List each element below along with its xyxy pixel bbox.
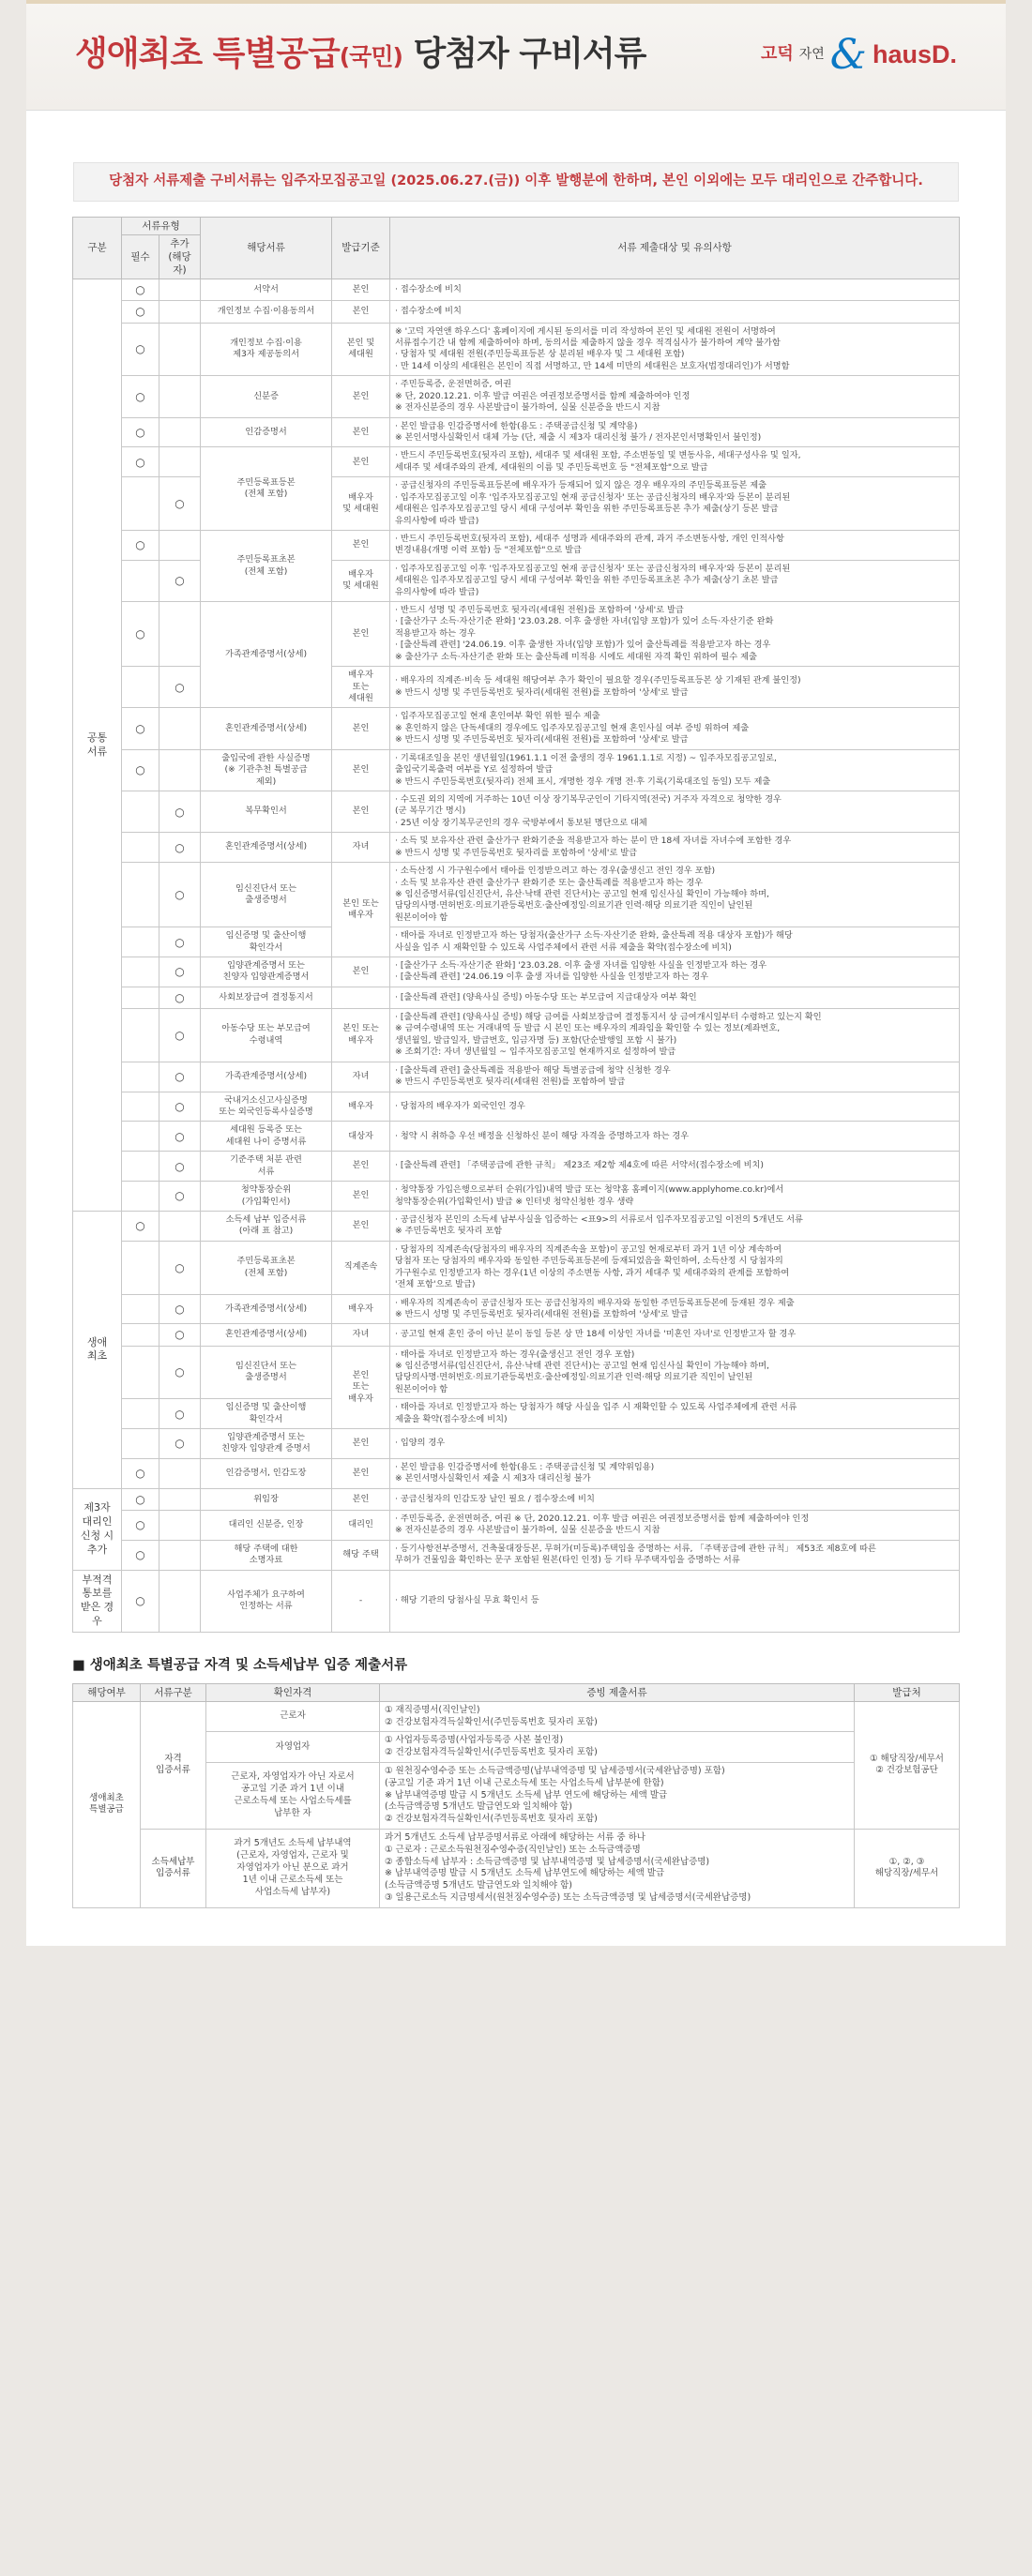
required-mark [122, 1324, 159, 1346]
header-doc: 해당서류 [201, 217, 332, 279]
table-row [73, 1062, 960, 1092]
issuer: 배우자 [332, 1294, 390, 1324]
table-row [73, 927, 960, 957]
table-row [73, 376, 960, 417]
document-name: 가족관계증명서(상세) [201, 602, 332, 708]
table-row [73, 1182, 960, 1212]
notes: · 반드시 주민등록번호(뒷자리 포함), 세대주 및 세대원 포함, 주소변동일 및 변동사유, 세대구성사유 및 일자, 세대주 및 세대주와의 관계, 세대원의 이름 및 주민등록번호 등 "전체포함"으로 발급 [390, 447, 960, 477]
table-row [73, 1122, 960, 1152]
issuer: 본인 [332, 417, 390, 447]
required-mark: ○ [122, 447, 159, 477]
table-row [73, 1458, 960, 1488]
table-row [73, 1152, 960, 1182]
document-name: 청약통장순위 (가입확인서) [201, 1182, 332, 1212]
document-name: 임신진단서 또는 출생증명서 [201, 1346, 332, 1399]
additional-mark: ○ [159, 1122, 201, 1152]
header-required: 필수 [122, 234, 159, 279]
notes: · 태아를 자녀로 인정받고자 하는 당첨자(출산가구 소득·자산기준 완화, 출산특례 적용 대상자 포함)가 해당 사실을 입주 시 재확인할 수 있도록 사업주체에서 관련 서류 제출을 확약(접수장소에 비치) [390, 927, 960, 957]
notes: · 공급신청자 본인의 소득세 납부사실을 입증하는 <표9>의 서류로서 입주자모집공고일 이전의 5개년도 서류 ※ 주민등록번호 뒷자리 포함 [390, 1211, 960, 1241]
additional-mark: ○ [159, 1062, 201, 1092]
t2-row [73, 1701, 960, 1732]
notes: · 입주자모집공고일 현재 혼인여부 확인 위한 필수 제출 ※ 혼인하지 않은 단독세대의 경우에도 입주자모집공고일 현재 혼인사실 여부 증빙 위하여 제출 ※ 반드시 성명 및 주민등록번호 뒷자리(세대원 전원)를 포함하여 '상세'로 발급 [390, 708, 960, 749]
income-table-wrap [72, 1683, 960, 1908]
issuer: 본인 [332, 1152, 390, 1182]
notes: · 해당 기관의 당첨사실 무효 확인서 등 [390, 1570, 960, 1632]
t2-header-issuer: 발급처 [855, 1683, 960, 1701]
table-row [73, 863, 960, 927]
additional-mark [159, 1540, 201, 1570]
required-mark: ○ [122, 376, 159, 417]
header-notes: 서류 제출대상 및 유의사항 [390, 217, 960, 279]
additional-mark: ○ [159, 987, 201, 1008]
group-cell: 제3자 대리인 신청 시 추가 [73, 1488, 122, 1570]
notes: · 본인 발급용 인감증명서에 한함(용도 : 주택공급신청 및 계약용) ※ 본인서명사실확인서 대체 가능 (단, 제출 시 제3자 대리신청 불가 / 전자본인서명확인서 불인정) [390, 417, 960, 447]
notes: · 기록대조일을 본인 생년월일(1961.1.1 이전 출생의 경우 1961.1.1로 지정) ~ 입주자모집공고일로, 출입국기록출력 여부를 Y로 설정하여 발급 ※ 반드시 주민등록번호(뒷자리) 전체 표시, 개명한 경우 개명 전·후 기록(기록대조일 동일) 모두 제출 [390, 749, 960, 791]
title-tail: 당첨자 구비서류 [402, 35, 646, 74]
document-name: 복무확인서 [201, 791, 332, 832]
additional-mark: ○ [159, 833, 201, 863]
required-mark: ○ [122, 1458, 159, 1488]
header-group: 구분 [73, 217, 122, 279]
notes: · 소득산정 시 가구원수에서 태아를 인정받으려고 하는 경우(출생신고 전인 경우 포함) · 소득 및 보유자산 관련 출산가구 완화기준 또는 출산특례를 적용받고자 하는 경우 ※ 임신증명서류(임신진단서, 유산·낙태 관련 진단서)는 공고일 현재 임신사실 확인이 가능해야 하며, 담당의사명·면허번호·의료기관등록번호·출산예정일·의료기관 인력·해당 의료기관 직인이 날인된 원본이어야 함 [390, 863, 960, 927]
additional-mark: ○ [159, 1346, 201, 1399]
document-name: 사업주체가 요구하여 인정하는 서류 [201, 1570, 332, 1632]
notes: · 배우자의 직계존속이 공급신청자 또는 공급신청자의 배우자와 동일한 주민등록표등본에 등재된 경우 제출 ※ 반드시 성명 및 주민등록번호 뒷자리(세대원 전원)를 포함하여 '상세'로 발급 [390, 1294, 960, 1324]
required-mark: ○ [122, 749, 159, 791]
t2-docs: ① 재직증명서(직인날인) ② 건강보험자격득실확인서(주민등록번호 뒷자리 포함) [380, 1701, 855, 1732]
additional-mark: ○ [159, 560, 201, 601]
notes: · 주민등록증, 운전면허증, 여권 ※ 단, 2020.12.21. 이후 발급 여권은 여권정보증명서를 함께 제출하여야 인정 ※ 전자신분증의 경우 사본발급이 불가하여, 실물 신분증을 반드시 지참 [390, 376, 960, 417]
additional-mark: ○ [159, 1294, 201, 1324]
page-title [75, 32, 645, 78]
t2-docs: ① 원천징수영수증 또는 소득금액증명(납부내역증명 및 납세증명서(국세완납증명) 포함) (공고일 기준 과거 1년 이내 근로소득세 또는 사업소득세 납부분에 한함) ※ 납부내역증명 발급 시 5개년도 소득세 납부 연도에 해당하는 세액 발급 (소득금액증명 5개년도 발급연도와 일치해야 함) ② 건강보험자격득실확인서(주민등록번호 뒷자리 포함) [380, 1762, 855, 1829]
table-row [73, 749, 960, 791]
issuer: 본인 [332, 1182, 390, 1212]
additional-mark [159, 376, 201, 417]
notes: · 입주자모집공고일 이후 '입주자모집공고일 현재 공급신청자' 또는 공급신청자의 배우자'와 등본이 분리된 세대원은 입주자모집공고일 당시 세대 구성여부 확인을 위한 주민등록표초본 추가 제출(상기 초본 발급 유의사항에 따라 발급) [390, 560, 960, 601]
notes: · 배우자의 직계존·비속 등 세대원 해당여부 추가 확인이 필요할 경우(주민등록표등본 상 기재된 관계 불인정) ※ 반드시 성명 및 주민등록번호 뒷자리(세대원 전원)를 포함하여 '상세'로 발급 [390, 667, 960, 708]
required-mark: ○ [122, 417, 159, 447]
additional-mark: ○ [159, 667, 201, 708]
additional-mark [159, 602, 201, 667]
additional-mark: ○ [159, 1399, 201, 1429]
document-name: 혼인관계증명서(상세) [201, 708, 332, 749]
notes: · [출산특례 관련] (양육사실 증빙) 해당 금여를 사회보장급여 결정통지서 상 금여개시일부터 수령하고 있는지 확인 ※ 금여수령내역 또는 거래내역 등 발급 시 본인 또는 배우자의 계좌임을 확인할 수 있는 정보(계좌번호, 생년월일, 발급일자, 발급번호, 입금자명 등) 포함(단순발행일 포함 시 불가) ※ 조회기간: 자녀 생년월일 ~ 입주자모집공고일 현재까지로 설정하여 발급 [390, 1009, 960, 1062]
required-mark: ○ [122, 1570, 159, 1632]
table-row [73, 447, 960, 477]
table-row [73, 1570, 960, 1632]
document-name: 기준주택 처분 관련 서류 [201, 1152, 332, 1182]
additional-mark [159, 749, 201, 791]
notes: · [출산특례 관련] 「주택공급에 관한 규칙」 제23조 제2항 제4호에 따른 서약서(접수장소에 비치) [390, 1152, 960, 1182]
issuer: 본인 [332, 279, 390, 301]
document-name: 서약서 [201, 279, 332, 301]
document-name: 출입국에 관한 사실증명 (※ 기관추천 특별공급 제외) [201, 749, 332, 791]
table-row [73, 1510, 960, 1540]
table-row [73, 1399, 960, 1429]
table-row [73, 708, 960, 749]
group-cell: 생애 최초 [73, 1211, 122, 1488]
additional-mark [159, 447, 201, 477]
table-row [73, 1294, 960, 1324]
document-name: 아동수당 또는 부모급여 수령내역 [201, 1009, 332, 1062]
document-name: 위임장 [201, 1488, 332, 1510]
header-issuer: 발급기준 [332, 217, 390, 279]
issuer: 본인 및 세대원 [332, 323, 390, 376]
additional-mark [159, 1488, 201, 1510]
document-name: 대리인 신분증, 인장 [201, 1510, 332, 1540]
required-mark: ○ [122, 602, 159, 667]
t2-row [73, 1732, 960, 1763]
notes: · 당첨자의 직계존속(당첨자의 배우자의 직계존속을 포함)이 공고일 현재로부터 과거 1년 이상 계속하여 당첨자 또는 당첨자의 배우자와 동일한 주민등록표등본에 등재되었음을 확인하여, 소득산정 시 당첨자의 가구원수로 인정받고자 하는 경우(1년 이상의 주소변동 사항, 과거 세대주 및 세대주와의 관계를 포함하여 '전체 포함'으로 발급) [390, 1241, 960, 1294]
table-row [73, 1211, 960, 1241]
document-name: 개인정보 수집·이용동의서 [201, 301, 332, 323]
table-row [73, 301, 960, 323]
t2-issuer-tax: ①, ②, ③ 해당직장/세무서 [855, 1830, 960, 1908]
additional-mark [159, 323, 201, 376]
additional-mark: ○ [159, 477, 201, 531]
required-mark [122, 957, 159, 987]
issuer: 본인 [332, 602, 390, 667]
issuer: 본인 [332, 957, 390, 987]
issuer: 배우자 [332, 1092, 390, 1122]
document-name: 세대원 등록증 또는 세대원 나이 증명서류 [201, 1122, 332, 1152]
additional-mark [159, 1570, 201, 1632]
t2-target: 근로자, 자영업자가 아닌 자로서 공고일 기준 과거 1년 이내 근로소득세 또는 사업소득세를 납부한 자 [206, 1762, 380, 1829]
table-row [73, 1429, 960, 1459]
required-mark [122, 987, 159, 1008]
document-name: 주민등록표초본 (전체 포함) [201, 530, 332, 601]
t2-target: 자영업자 [206, 1732, 380, 1763]
header-additional: 추가 (해당자) [159, 234, 201, 279]
table-row [73, 323, 960, 376]
required-mark [122, 1399, 159, 1429]
required-mark: ○ [122, 279, 159, 301]
required-mark: ○ [122, 530, 159, 560]
notes: · 공급신청자의 주민등록표등본에 배우자가 등재되어 있지 않은 경우 배우자의 주민등록표등본 제출 · 입주자모집공고일 이후 '입주자모집공고일 현재 공급신청자' 또는 공급신청자의 배우자'와 등본이 분리된 세대원은 입주자모집공고일 당시 세대 구성여부 확인을 위한 주민등록표등본 추가 제출(상기 등본 발급 유의사항에 따라 발급) [390, 477, 960, 531]
notes: · 청약 시 취하층 우선 배정을 신청하신 분이 해당 자격을 증명하고자 하는 경우 [390, 1122, 960, 1152]
required-documents-body [73, 279, 960, 1633]
document-name: 가족관계증명서(상세) [201, 1062, 332, 1092]
issuer: 본인 또는 배우자 [332, 1009, 390, 1062]
issuer: 자녀 [332, 1324, 390, 1346]
notes: · 태아를 자녀로 인정받고자 하는 경우(출생신고 전인 경우 포함) ※ 임신증명서류(임신진단서, 유산·낙태 관련 진단서)는 공고일 현재 임신사실 확인이 가능해야 하며, 담당의사명·면허번호·의료기관등록번호·출산예정일·의료기관 인력·해당 의료기관 직인이 날인된 원본이어야 함 [390, 1346, 960, 1399]
additional-mark: ○ [159, 1324, 201, 1346]
required-mark [122, 667, 159, 708]
t2-header-category: 서류구분 [141, 1683, 206, 1701]
table-row [73, 417, 960, 447]
required-mark [122, 1092, 159, 1122]
notes: ※ '고덕 자연앤 하우스디' 홈페이지에 게시된 동의서를 미리 작성하여 본인 및 세대원 전원이 서명하여 서류접수기간 내 함께 제출하여야 하며, 동의서를 제출하지 않을 경우 적격심사가 불가하여 계약 불가함 · 당첨자 및 세대원 전원(주민등록표등본 상 분리된 배우자 및 그 세대원 포함) · 만 14세 이상의 세대원은 본인이 직접 서명하고, 만 14세 미만의 세대원은 보호자(법정대리인)가 서명함 [390, 323, 960, 376]
additional-mark [159, 530, 201, 560]
brand-logo [761, 27, 957, 83]
title-main: 생애최초 특별공급 [75, 35, 340, 74]
issuer: 본인 [332, 1211, 390, 1241]
required-mark [122, 927, 159, 957]
additional-mark [159, 301, 201, 323]
t2-header-docs: 증빙 제출서류 [380, 1683, 855, 1701]
document-name: 해당 주택에 대한 소명자료 [201, 1540, 332, 1570]
notes: · 당첨자의 배우자가 외국인인 경우 [390, 1092, 960, 1122]
required-mark [122, 791, 159, 832]
group-cell: 부적격 통보를 받은 경우 [73, 1570, 122, 1632]
issuer [332, 987, 390, 1008]
document-name: 혼인관계증명서(상세) [201, 833, 332, 863]
required-mark [122, 477, 159, 531]
additional-mark: ○ [159, 863, 201, 927]
notes: · 접수장소에 비치 [390, 301, 960, 323]
required-mark [122, 560, 159, 601]
issuer: 본인 [332, 530, 390, 560]
issuer: 본인 [332, 1458, 390, 1488]
required-documents-table [72, 217, 960, 1633]
table-row [73, 602, 960, 667]
issuer: - [332, 1570, 390, 1632]
additional-mark [159, 1211, 201, 1241]
t2-header-applicable: 해당여부 [73, 1683, 141, 1701]
additional-mark: ○ [159, 1241, 201, 1294]
required-mark [122, 1122, 159, 1152]
required-mark [122, 863, 159, 927]
issuer: 본인 [332, 301, 390, 323]
header [26, 0, 1006, 111]
notes: · [출산특례 관련] (양육사실 증빙) 아동수당 또는 부모급여 지급대상자 여부 확인 [390, 987, 960, 1008]
additional-mark: ○ [159, 957, 201, 987]
additional-mark [159, 708, 201, 749]
document-panel [26, 0, 1006, 1946]
document-name: 주민등록표초본 (전체 포함) [201, 1241, 332, 1294]
notes: · 반드시 성명 및 주민등록번호 뒷자리(세대원 전원)를 포함하여 '상세'로 발급 · [출산가구 소득·자산기준 완화] '23.03.28. 이후 출생한 자녀(입양 포함)가 있어 소득·자산기준 완화 적용받고자 하는 경우 · [출산특례 관련] '24.06.19. 이후 출생한 자녀(입양 포함)가 있어 출산특례를 적용받고자 하는 경우 ※ 출산가구 소득·자산기준 완화 또는 출산특례 미적용 시에도 세대원 자격 확인 위하여 필수 제출 [390, 602, 960, 667]
table-row [73, 957, 960, 987]
t2-group: 생애최초 특별공급 [73, 1701, 141, 1907]
document-name: 입양관계증명서 또는 친양자 입양관계 증명서 [201, 1429, 332, 1459]
section2-title: ■ 생애최초 특별공급 자격 및 소득세납부 입증 제출서류 [72, 1658, 408, 1673]
issuer: 본인 [332, 447, 390, 477]
table-row [73, 987, 960, 1008]
notes: · [출산가구 소득·자산기준 완화] '23.03.28. 이후 출생 자녀를 입양한 사실을 인정받고자 하는 경우 · [출산특례 관련] '24.06.19 이후 출생 자녀를 입양한 사실을 인정받고자 하는 경우 [390, 957, 960, 987]
table-row [73, 791, 960, 832]
header-type: 서류유형 [122, 217, 201, 234]
document-name: 주민등록표등본 (전체 포함) [201, 447, 332, 531]
notes: · 반드시 주민등록번호(뒷자리 포함), 세대주 성명과 세대주와의 관계, 과거 주소변동사항, 개인 인적사항 변경내용(개명 이력 포함) 등 "전체포함"으로 발급 [390, 530, 960, 560]
t2-qual-label: 자격 입증서류 [141, 1701, 206, 1829]
additional-mark [159, 417, 201, 447]
document-name: 가족관계증명서(상세) [201, 1294, 332, 1324]
document-name: 임신증명 및 출산이행 확인각서 [201, 927, 332, 957]
group-cell: 공통 서류 [73, 279, 122, 1212]
additional-mark [159, 279, 201, 301]
table-row [73, 279, 960, 301]
required-mark [122, 1241, 159, 1294]
logo-korean: 고덕 [760, 44, 794, 65]
issuer: 본인 또는 배우자 [332, 1346, 390, 1429]
notes: · 수도권 외의 지역에 거주하는 10년 이상 장기복무군인이 기타지역(전국) 거주자 자격으로 청약한 경우 (군 복무기간 명시) · 25년 이상 장기복무군인의 경우 국방부에서 통보된 명단으로 대체 [390, 791, 960, 832]
notice-banner: 당첨자 서류제출 구비서류는 입주자모집공고일 (2025.06.27.(금)) 이후 발행분에 한하며, 본인 이외에는 모두 대리인으로 간주합니다. [73, 162, 959, 202]
t2-tax-label: 소득세납부 입증서류 [141, 1830, 206, 1908]
t2-target: 근로자 [206, 1701, 380, 1732]
required-mark: ○ [122, 1510, 159, 1540]
document-name: 혼인관계증명서(상세) [201, 1324, 332, 1346]
table-row [73, 833, 960, 863]
additional-mark: ○ [159, 1152, 201, 1182]
t2-target: 과거 5개년도 소득세 납부내역 (근로자, 자영업자, 근로자 및 자영업자가 아닌 분으로 과거 1년 이내 근로소득세 또는 사업소득세 납부자) [206, 1830, 380, 1908]
document-name: 임신진단서 또는 출생증명서 [201, 863, 332, 927]
document-name: 인감증명서 [201, 417, 332, 447]
additional-mark: ○ [159, 1092, 201, 1122]
document-name: 개인정보 수집·이용 제3자 제공동의서 [201, 323, 332, 376]
required-mark: ○ [122, 708, 159, 749]
required-mark: ○ [122, 1540, 159, 1570]
issuer: 직계존속 [332, 1241, 390, 1294]
additional-mark: ○ [159, 1182, 201, 1212]
required-mark [122, 1294, 159, 1324]
issuer: 본인 [332, 376, 390, 417]
notes: · 공고일 현재 혼인 중이 아닌 분이 동일 등본 상 만 18세 이상인 자녀를 '미혼인 자녀'로 인정받고자 할 경우 [390, 1324, 960, 1346]
document-name: 입양관계증명서 또는 친양자 입양관계증명서 [201, 957, 332, 987]
table-row [73, 1092, 960, 1122]
additional-mark: ○ [159, 791, 201, 832]
notes: · 소득 및 보유자산 관련 출산가구 완화기준을 적용받고자 하는 분이 만 18세 자녀를 자녀수에 포함한 경우 ※ 반드시 성명 및 주민등록번호 뒷자리를 포함하여 '상세'로 발급 [390, 833, 960, 863]
additional-mark: ○ [159, 1429, 201, 1459]
issuer: 자녀 [332, 833, 390, 863]
required-mark: ○ [122, 301, 159, 323]
income-proof-table [72, 1683, 960, 1908]
t2-docs: 과거 5개년도 소득세 납부증명서류로 아래에 해당하는 서류 중 하나 ① 근로자 : 근로소득원천징수영수증(직인날인) 또는 소득금액증명 ② 종합소득세 납부자 : 소득금액증명 및 납부내역증명 및 납세증명서(국세완납증명) ※ 납부내역증명 발급 시 5개년도 소득세 납부연도에 해당하는 세액 발급 (소득금액증명 5개년도 발급연도와 일치해야 함) ③ 일용근로소득 지급명세서(원천징수영수증) 또는 소득금액증명 및 납세증명서(국세완납증명) [380, 1830, 855, 1908]
document-name: 신분증 [201, 376, 332, 417]
notes: · 청약통장 가입은행으로부터 순위(가입)내역 발급 또는 청약홈 홈페이지(www.applyhome.co.kr)에서 청약통장순위(가입확인서) 발급 ※ 인터넷 청약신청한 경우 생략 [390, 1182, 960, 1212]
issuer: 본인 [332, 1429, 390, 1459]
issuer: 배우자 및 세대원 [332, 560, 390, 601]
table-row [73, 530, 960, 560]
table-row [73, 1540, 960, 1570]
notes: · 태아를 자녀로 인정받고자 하는 당첨자가 해당 사실을 입주 시 재확인할 수 있도록 사업주체에게 관련 서류 제출을 확약(접수장소에 비치) [390, 1399, 960, 1429]
notes: · 접수장소에 비치 [390, 279, 960, 301]
table-row [73, 1324, 960, 1346]
issuer: 대리인 [332, 1510, 390, 1540]
required-mark [122, 833, 159, 863]
document-table-wrap [72, 217, 960, 1633]
document-name: 임신증명 및 출산이행 확인각서 [201, 1399, 332, 1429]
logo-korean-sub: 자연 [798, 47, 825, 63]
issuer: 배우자 또는 세대원 [332, 667, 390, 708]
table-row [73, 1009, 960, 1062]
required-mark [122, 1346, 159, 1399]
issuer: 본인 [332, 791, 390, 832]
table-row [73, 1488, 960, 1510]
document-name: 사회보장급여 결정통지서 [201, 987, 332, 1008]
notes: · 본인 발급용 인감증명서에 한함(용도 : 주택공급신청 및 계약위임용) ※ 본인서명사실확인서 제출 시 제3자 대리신청 불가 [390, 1458, 960, 1488]
notes: · 주민등록증, 운전면허증, 여권 ※ 단, 2020.12.21. 이후 발급 여권은 여권정보증명서를 함께 제출하여야 인정 ※ 전자신분증의 경우 사본발급이 불가하여, 실물 신분증을 반드시 지참 [390, 1510, 960, 1540]
table-row [73, 1346, 960, 1399]
required-mark [122, 1152, 159, 1182]
t2-docs: ① 사업자등록증명(사업자등록증 사본 불인정) ② 건강보험자격득실확인서(주민등록번호 뒷자리 포함) [380, 1732, 855, 1763]
title-sub: (국민) [339, 43, 402, 71]
issuer: 본인 [332, 1488, 390, 1510]
issuer: 자녀 [332, 1062, 390, 1092]
notes: · 입양의 경우 [390, 1429, 960, 1459]
issuer: 대상자 [332, 1122, 390, 1152]
document-name: 국내거소신고사실증명 또는 외국인등록사실증명 [201, 1092, 332, 1122]
logo-hausd: hausD. [872, 40, 957, 69]
required-mark [122, 1429, 159, 1459]
notes: · 등기사항전부증명서, 건축물대장등본, 무허가(미등록)주택임을 증명하는 서류, 「주택공급에 관한 규칙」 제53조 제8호에 따른 무허가 건물임을 확인하는 문구 포함된 원본(타인 인정) 등 기타 무주택자임을 증명하는 서류 [390, 1540, 960, 1570]
issuer: 본인 [332, 749, 390, 791]
notes: · [출산특례 관련] 출산특례를 적용받아 해당 특별공급에 청약 신청한 경우 ※ 반드시 주민등록번호 뒷자리(세대원 전원)를 포함하여 발급 [390, 1062, 960, 1092]
t2-row [73, 1762, 960, 1829]
additional-mark [159, 1458, 201, 1488]
issuer: 본인 또는 배우자 [332, 863, 390, 957]
required-mark [122, 1009, 159, 1062]
t2-issuer-qual: ① 해당직장/세무서 ② 건강보험공단 [855, 1701, 960, 1829]
additional-mark [159, 1510, 201, 1540]
required-mark [122, 1182, 159, 1212]
logo-ampersand: & [829, 30, 867, 79]
document-name: 소득세 납부 입증서류 (아래 표 참고) [201, 1211, 332, 1241]
required-mark [122, 1062, 159, 1092]
document-name: 인감증명서, 인감도장 [201, 1458, 332, 1488]
table-row [73, 1241, 960, 1294]
t2-header-target: 확인자격 [206, 1683, 380, 1701]
required-mark: ○ [122, 1488, 159, 1510]
issuer: 본인 [332, 708, 390, 749]
additional-mark: ○ [159, 927, 201, 957]
issuer: 배우자 및 세대원 [332, 477, 390, 531]
t2-row [73, 1830, 960, 1908]
notes: · 공급신청자의 인감도장 날인 필요 / 접수장소에 비치 [390, 1488, 960, 1510]
required-mark: ○ [122, 323, 159, 376]
required-mark: ○ [122, 1211, 159, 1241]
additional-mark: ○ [159, 1009, 201, 1062]
issuer: 해당 주택 [332, 1540, 390, 1570]
